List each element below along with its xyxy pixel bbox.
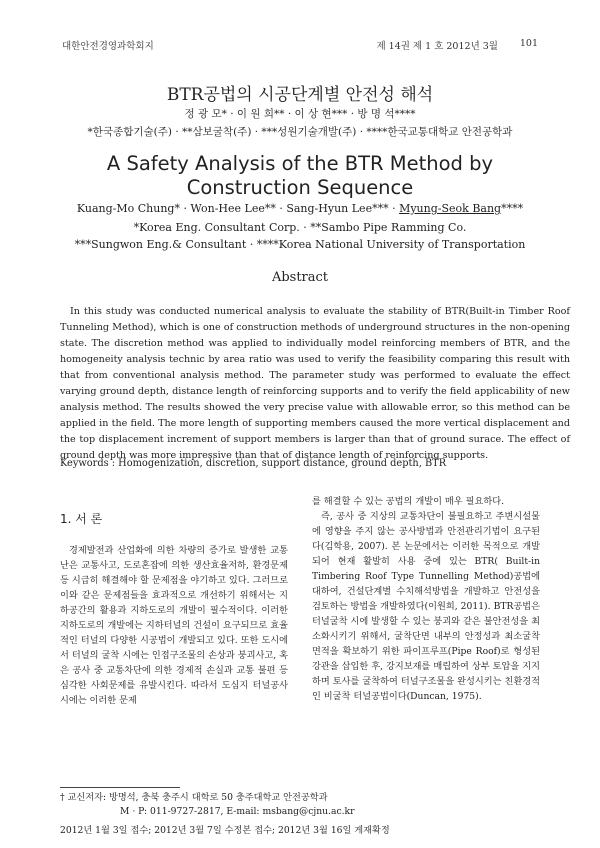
footnote <box>60 791 354 819</box>
korean-affiliations: *한국종합기술(주) · **삼보굴착(주) · ***성원기술개발(주) · ****한국교통대학교 안전공학과 <box>87 126 513 138</box>
continuation-paragraph: 를 해결할 수 있는 공법의 개발이 매우 필요하다. <box>312 496 504 507</box>
authors-suffix: **** <box>501 202 524 215</box>
keywords: Keywords : Homogenization, discretion, support distance, ground depth, BTR <box>60 458 447 469</box>
received-dates: 2012년 1월 3일 접수; 2012년 3월 7일 수정본 접수; 2012년 3월 16일 게재확정 <box>60 825 390 836</box>
journal-name: 대한안전경영과학회지 <box>62 41 154 52</box>
left-column <box>60 510 288 708</box>
korean-authors: 정 광 모* · 이 원 희** · 이 상 현*** · 방 명 석**** <box>184 108 416 120</box>
authors-prefix: Kuang-Mo Chung* · Won-Hee Lee** · Sang-Hyun Lee*** · <box>76 202 400 215</box>
issue-info: 제 14권 제 1 호 2012년 3월 <box>376 41 498 52</box>
corresponding-author-note: † 교신저자: 방명석, 충북 충주시 대학로 50 충주대학교 안전공학과 <box>60 792 328 803</box>
korean-title: BTR공법의 시공단계별 안전성 해석 <box>166 85 434 105</box>
english-authors <box>0 202 600 215</box>
section-heading: 1. 서 론 <box>60 512 103 526</box>
footnote-divider <box>60 787 180 788</box>
page-number: 101 <box>519 38 538 49</box>
running-header <box>62 38 538 52</box>
abstract-heading: Abstract <box>271 270 329 285</box>
corresponding-author: Myung-Seok Bang <box>399 202 502 215</box>
english-title: A Safety Analysis of the BTR Method by Construction Sequence <box>106 152 494 199</box>
abstract-text: In this study was conducted numerical analysis to evaluate the stability of BTR(Built-in Timber Roof Tunneling Method), which is one of construction methods of underground structures in the non-opening state. The discretion method was applied to individually model reinforcing members of BTR, and the homogeneity analysis technic by area ratio was used to verify the feasibility comparing this result with that from conventional analysis method. The parameter study was performed to evaluate the effect varying ground depth, distance length of reinforcing supports and to verify the field applicability of new analysis method. The results showed the very precise value with allowable error, so this method can be applied in the field. The more length of supporting members caused the more vertical displacement and the top displacement increment of support members is larger than that of ground surace. The effect of ground depth was more impressive than that of distance length of reinforcing supports. <box>60 306 570 461</box>
contact-info: M · P: 011-9727-2817, E-mail: msbang@cjnu.ac.kr <box>120 806 355 817</box>
second-paragraph: 즉, 공사 중 지상의 교통차단이 불필요하고 주변시설물에 영향을 주지 않는 공사방법과 안전관리기법이 요구된다(김학용, 2007). 본 논문에서는 이러한 목적으로 개발되어 현재 활발히 사용 중에 있는 BTR( Built-in Timbering Roof Type Tunnelling Method)공법에 대하여, 건설단계별 수치해석방법을 개발하고 안전성을 검토하는 방법을 개발하였다(이원희, 2011). BTR공법은 터널굴착 시에 발생할 수 있는 붕괴와 같은 불안전성을 최소화시키기 위해서, 굴착단면 내부의 안정성과 최소굴착면적을 확보하기 위한 파이프루프(Pipe Roof)로 형성된 강관을 삽입한 후, 강지보재를 매립하여 상부 토압을 지지하며 토사를 굴착하여 터널구조물을 완성시키는 친환경적인 비굴착 터널공법이다(Duncan, 1975). <box>312 511 540 702</box>
english-affiliations-1: *Korea Eng. Consultant Corp. · **Sambo Pipe Ramming Co. <box>133 221 467 234</box>
english-affiliations-2: ***Sungwon Eng.& Consultant · ****Korea National University of Transportation <box>74 238 526 251</box>
intro-paragraph: 경제발전과 산업화에 의한 차량의 증가로 발생한 교통난은 교통사고, 도로혼잡에 의한 생산효율저하, 환경문제 등 시급히 해결해야 할 문제점을 야기하고 있다. 그러므로 이와 같은 문제점들을 효과적으로 개선하기 위해서는 지하공간의 활용과 지하도로의 개발이 필수적이다. 이러한 지하도로의 개발에는 지하터널의 건설이 요구되므로 효율적인 터널의 다양한 시공법이 개발되고 있다. 또한 도시에서 터널의 굴착 시에는 인접구조물의 손상과 붕괴사고, 혹은 공사 중 교통차단에 의한 경제적 손실과 교통 불편 등 심각한 사회문제를 유발시킨다. 따라서 도심지 터널공사 시에는 이러한 문제 <box>60 545 288 706</box>
right-column <box>312 494 540 704</box>
